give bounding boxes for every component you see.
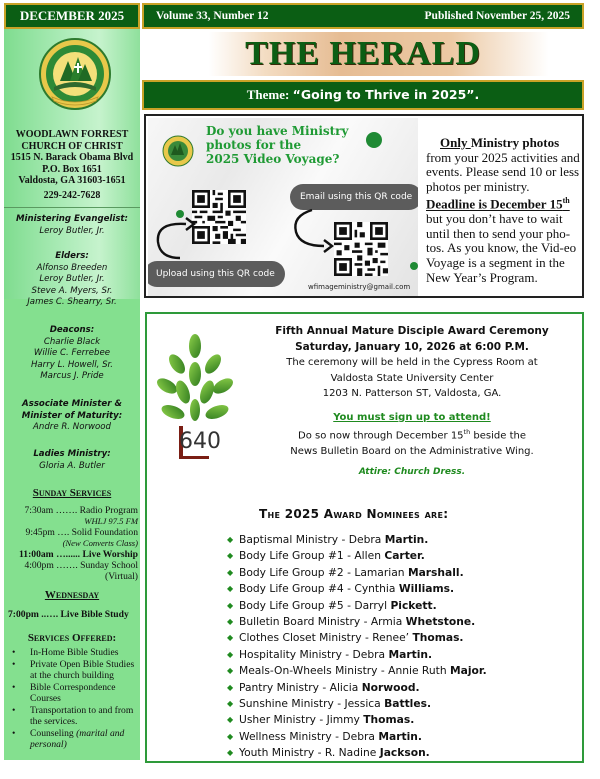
- staff-ladies-ministry: [4, 449, 140, 472]
- attire-note: Attire: Church Dress.: [358, 467, 466, 478]
- nominee-ministry: Pantry Ministry - Alicia: [239, 680, 362, 694]
- nominee-last-name: Thomas.: [363, 713, 415, 727]
- signup-notice: You must sign up to attend!: [333, 411, 491, 423]
- service-item: 7:30am ……. Radio Program: [24, 505, 138, 516]
- upload-qr-code-icon[interactable]: [192, 189, 246, 245]
- flyer-heading-line: photos for the: [206, 138, 302, 152]
- service-sub: (Virtual): [105, 571, 138, 582]
- nominee-last-name: Marshall.: [407, 565, 464, 579]
- address-line-2: P.O. Box 1651: [42, 163, 102, 175]
- nominee-item: [227, 745, 557, 761]
- nominee-last-name: Norwood.: [361, 680, 420, 694]
- church-logo-icon: [38, 37, 112, 111]
- church-phone: 229-242-7628: [43, 190, 101, 201]
- staff-name: Marcus J. Pride: [40, 371, 104, 381]
- nominees-list: [227, 532, 557, 762]
- newsletter-title: THE HERALD: [245, 35, 481, 72]
- nominee-item: [227, 532, 557, 548]
- staff-evangelist: [4, 214, 140, 237]
- nominee-ministry: Body Life Group #5 - Darryl: [239, 598, 391, 612]
- signup-details-1: Do so now through December 15th beside the: [298, 428, 526, 442]
- flyer-heading-line: 2025 Video Voyage?: [206, 152, 340, 166]
- nominee-item: [227, 548, 557, 564]
- nominee-ministry: Body Life Group #4 - Cynthia: [239, 582, 399, 596]
- nominee-last-name: Carter.: [384, 549, 425, 563]
- staff-deacons: [4, 325, 140, 383]
- nominee-ministry: Baptismal Ministry - Debra: [239, 533, 385, 546]
- staff-associate-minister: [4, 399, 140, 434]
- staff-role: Elders:: [55, 251, 89, 261]
- ceremony-location-1: The ceremony will be held in the Cypress Room at: [286, 357, 538, 368]
- staff-name: Harry L. Howell, Sr.: [30, 359, 114, 370]
- staff-name: Leroy Butler, Jr.: [39, 274, 105, 284]
- sunday-services-title: Sunday Services: [32, 487, 112, 499]
- sidebar: [4, 29, 140, 760]
- masthead: [142, 32, 584, 76]
- nominee-ministry: Body Life Group #1 - Allen: [239, 549, 385, 563]
- ceremony-location-2: Valdosta State University Center: [330, 372, 494, 384]
- issue-bar: [142, 3, 584, 29]
- staff-name: Steve A. Myers, Sr.: [31, 285, 113, 296]
- ceremony-date: Saturday, January 10, 2026 at 6:00 P.M.: [295, 340, 529, 353]
- nominee-item: [227, 712, 557, 728]
- l640-label: 640: [179, 429, 221, 454]
- nominee-last-name: Martin.: [378, 729, 422, 743]
- nominee-last-name: Pickett.: [390, 598, 437, 612]
- nominees-title: The 2025 Award Nominees are:: [259, 507, 449, 521]
- email-qr-code-icon[interactable]: [334, 221, 388, 277]
- staff-name: Leroy Butler, Jr.: [39, 225, 105, 236]
- photo-instructions-cont: but you don’t have to wait until then to send your pho-tos. As you know, the Vid-eo Voyage is a segment in the New Year’s Program.: [426, 211, 577, 285]
- nominee-item: [227, 565, 557, 581]
- staff-role: Ladies Ministry:: [33, 449, 111, 459]
- service-offered-item: • Bible Correspondence Courses: [8, 682, 138, 704]
- service-offered-item: • In-Home Bible Studies: [8, 647, 138, 658]
- nominee-ministry: Hospitality Ministry - Debra: [239, 647, 389, 661]
- curved-arrow-icon: [290, 208, 336, 256]
- theme-text: “Going to Thrive in 2025”.: [292, 87, 480, 102]
- address-line-3: Valdosta, GA 31603-1651: [18, 175, 126, 186]
- staff-name: Andre R. Norwood: [33, 422, 111, 432]
- nominee-last-name: Thomas.: [412, 631, 464, 645]
- nominee-last-name: Battles.: [384, 697, 432, 711]
- nominee-ministry: Clothes Closet Ministry - Renee’: [239, 631, 413, 645]
- signup-details-2: News Bulletin Board on the Administrative Wing.: [290, 445, 534, 457]
- ceremony-location-3: 1203 N. Patterson ST, Valdosta, GA.: [322, 388, 502, 399]
- nominee-item: [227, 647, 557, 663]
- ceremony-title: Fifth Annual Mature Disciple Award Ceremony: [275, 325, 549, 337]
- staff-role: Associate Minister &: [22, 399, 122, 409]
- email-qr-label: Email using this QR code: [290, 184, 418, 210]
- nominee-last-name: Whetstone.: [405, 615, 476, 629]
- video-voyage-panel: [144, 114, 584, 298]
- nominee-item: [227, 630, 557, 646]
- published-date: Published November 25, 2025: [424, 10, 570, 22]
- nominee-last-name: Martin.: [384, 533, 429, 546]
- wednesday-service: 7:00pm ..…. Live Bible Study: [8, 609, 129, 620]
- wednesday-title: Wednesday: [44, 589, 100, 601]
- curved-arrow-icon: [150, 214, 198, 264]
- nominee-last-name: Martin.: [388, 647, 433, 661]
- flyer-email-address[interactable]: wfimageministry@gmail.com: [308, 283, 411, 291]
- service-offered-item: • Transportation to and from the services.: [8, 705, 138, 727]
- nominee-ministry: Usher Ministry - Jimmy: [239, 713, 364, 727]
- ceremony-details: [247, 324, 577, 481]
- video-voyage-text: [426, 136, 580, 285]
- nominee-item: [227, 598, 557, 614]
- service-item: 4:00pm ……. Sunday School: [24, 560, 138, 571]
- staff-name: James C. Shearry, Sr.: [27, 297, 117, 307]
- nominee-ministry: Bulletin Board Ministry - Armia: [239, 615, 406, 629]
- address-line-1: 1515 N. Barack Obama Blvd: [10, 152, 134, 163]
- nominee-ministry: Meals-On-Wheels Ministry - Annie Ruth: [239, 664, 451, 678]
- service-item: 9:45pm …. Solid Foundation: [25, 527, 138, 538]
- month-label: DECEMBER 2025: [4, 3, 140, 29]
- service-sub: WHLJ 97.5 FM: [84, 516, 138, 526]
- service-offered-item: • Counseling (marital and personal): [8, 728, 138, 750]
- nominee-last-name: Williams.: [398, 582, 455, 596]
- service-offered-item: • Private Open Bible Studies at the church building: [8, 659, 138, 681]
- staff-elders: [4, 251, 140, 309]
- photo-deadline: Deadline is December 15th: [426, 196, 570, 212]
- staff-role: Ministering Evangelist:: [16, 214, 128, 224]
- theme-bar: [142, 80, 584, 110]
- nominee-item: [227, 696, 557, 712]
- nominee-item: [227, 663, 557, 679]
- nominee-last-name: Jackson.: [379, 746, 430, 760]
- award-ceremony-panel: [145, 312, 584, 763]
- staff-role: Deacons:: [49, 325, 95, 335]
- nominee-item: [227, 680, 557, 696]
- staff-name: Alfonso Breeden: [36, 262, 108, 273]
- nominee-item: [227, 581, 557, 597]
- upload-qr-label: Upload using this QR code: [148, 261, 285, 287]
- decor-dot: [366, 132, 382, 148]
- nominee-ministry: Sunshine Ministry - Jessica: [239, 697, 385, 711]
- services-offered-title: Services Offered:: [27, 632, 117, 644]
- sidebar-divider: [4, 207, 140, 208]
- sunday-services-list: [8, 505, 138, 582]
- staff-name: Gloria A. Butler: [39, 460, 105, 471]
- church-name-1: WOODLAWN FORREST: [15, 129, 129, 140]
- staff-name: Willie C. Ferrebee: [33, 348, 111, 358]
- nominee-ministry: Body Life Group #2 - Lamarian: [239, 565, 408, 579]
- nominee-last-name: Major.: [450, 664, 487, 678]
- decor-dot: [410, 262, 418, 270]
- service-item: 11:00am …...... Live Worship: [19, 549, 138, 560]
- services-offered-list: [8, 647, 138, 751]
- church-name-2: CHURCH OF CHRIST: [21, 140, 123, 152]
- theme-label: Theme:: [246, 87, 293, 102]
- service-sub: (New Converts Class): [62, 538, 138, 548]
- nominee-ministry: Wellness Ministry - Debra: [239, 729, 379, 743]
- flyer-heading: [206, 124, 386, 166]
- church-address: [4, 129, 140, 187]
- nominee-item: [227, 729, 557, 745]
- flyer-heading-line: Do you have Ministry: [206, 124, 349, 138]
- volume-number: Volume 33, Number 12: [156, 10, 269, 22]
- church-logo-small-icon: [162, 134, 194, 168]
- nominee-ministry: Youth Ministry - R. Nadine: [239, 746, 380, 760]
- video-voyage-flyer: [148, 118, 418, 296]
- staff-role: Minister of Maturity:: [21, 410, 123, 421]
- photo-instructions: Only Ministry photos from your 2025 activities and events. Please send 10 or less photos per ministry.: [426, 135, 580, 194]
- nominee-item: [227, 614, 557, 630]
- staff-name: Charlie Black: [43, 336, 101, 347]
